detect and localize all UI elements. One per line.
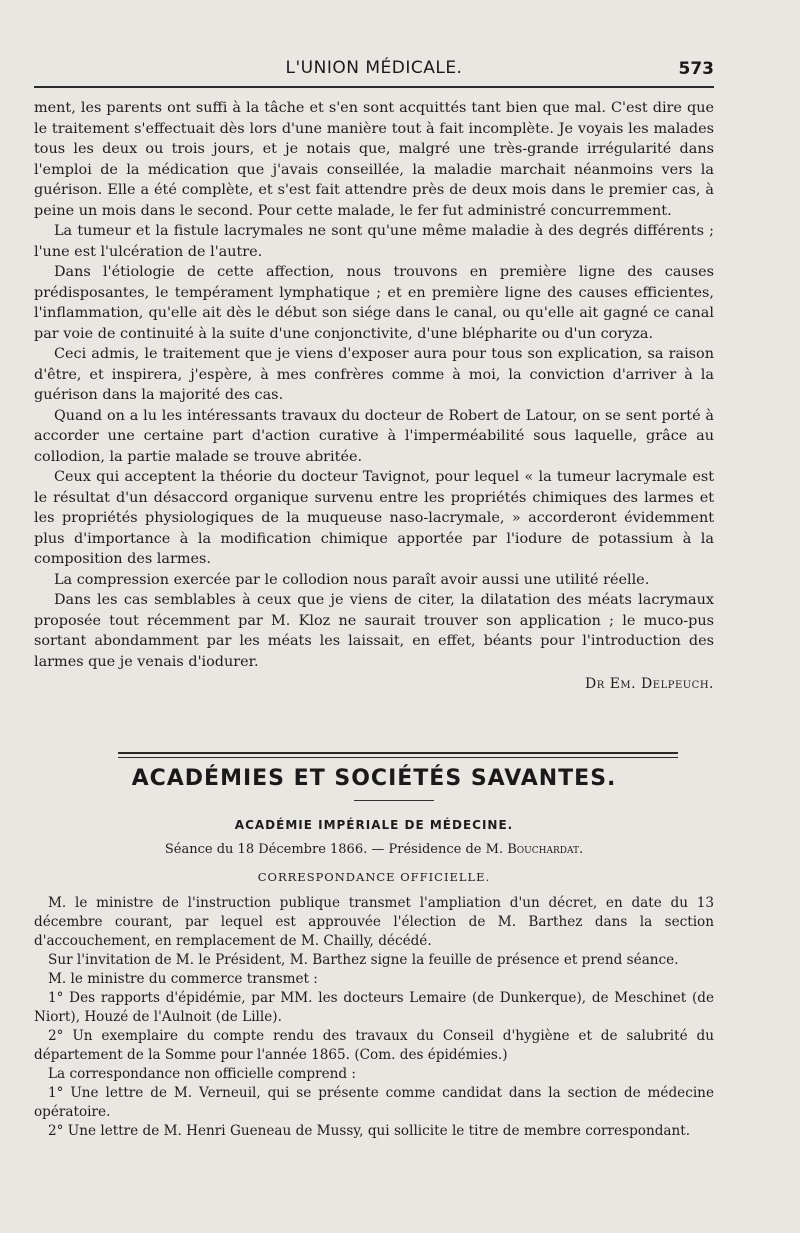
header-rule — [34, 86, 714, 88]
running-title: L'UNION MÉDICALE. — [285, 58, 463, 78]
correspondence-title: CORRESPONDANCE OFFICIELLE. — [257, 870, 491, 884]
session-date: Séance du 18 Décembre 1866. — Présidence de M. — [164, 842, 508, 857]
academy-title: ACADÉMIE IMPÉRIALE DE MÉDECINE. — [234, 818, 514, 832]
paragraph: Ceci admis, le traitement que je viens d'exposer aura pour tous son explication, sa raison d'être, et inspirera, j'espère, à mes confrères comme à moi, la conviction d'arriver à la guérison dans la majorité des cas. — [34, 346, 714, 403]
section-divider-thin — [118, 757, 678, 758]
minutes-paragraph: 2° Une lettre de M. Henri Gueneau de Mussy, qui sollicite le titre de membre correspondant. — [48, 1123, 691, 1139]
paragraph: Dans l'étiologie de cette affection, nous trouvons en première ligne des causes prédisposantes, le tempérament lymphatique ; et en première ligne des causes efficientes, l'inflammation, qu'elle ait dès le début son siége dans le canal, ou qu'elle ait gagné ce canal par voie de continuité à la suite d'une conjonctivite, d'une blépharite ou d'un coryza. — [34, 264, 714, 342]
paragraph: La compression exercée par le collodion nous paraît avoir aussi une utilité réelle. — [54, 571, 650, 588]
paragraph: Ceux qui acceptent la théorie du docteur Tavignot, pour lequel « la tumeur lacrymale est le résultat d'un désaccord organique survenu entre les propriétés chimiques des larmes et les propriétés physiologiques de la muqueuse naso-lacrymale, » accorderont évidemment plus d'importance à la modification chimique apportée par l'iodure de potassium à la composition des larmes. — [34, 469, 714, 567]
session-line — [34, 842, 714, 857]
paragraph: Dans les cas semblables à ceux que je viens de citer, la dilatation des méats lacrymaux proposée tout récemment par M. Kloz ne saurait trouver son application ; le muco-pus sortant abondamment par les méats les laissait, en effet, béants pour l'introduction des larmes que je venais d'iodurer. — [34, 592, 714, 670]
paragraph: La tumeur et la fistule lacrymales ne sont qu'une même maladie à des degrés différents ; l'une est l'ulcération de l'autre. — [34, 223, 714, 260]
section-title: ACADÉMIES ET SOCIÉTÉS SAVANTES. — [131, 766, 617, 791]
page-header — [34, 58, 714, 82]
article-body — [34, 98, 714, 695]
paragraph: Quand on a lu les intéressants travaux du docteur de Robert de Latour, on se sent porté à accorder une certaine part d'action curative à l'imperméabilité sous laquelle, grâce au collodion, la partie malade se trouve abritée. — [34, 407, 714, 465]
minutes-paragraph: 1° Des rapports d'épidémie, par MM. les docteurs Lemaire (de Dunkerque), de Meschinet (de Niort), Houzé de l'Aulnoit (de Lille). — [34, 990, 714, 1025]
page-number: 573 — [678, 59, 714, 79]
minutes-paragraph: La correspondance non officielle comprend : — [48, 1066, 357, 1082]
session-minutes — [34, 894, 714, 1141]
session-president: Bouchardat. — [507, 842, 584, 857]
author-signature: Dr Em. Delpeuch. — [584, 676, 714, 692]
title-underline — [354, 800, 434, 801]
minutes-paragraph: 1° Une lettre de M. Verneuil, qui se présente comme candidat dans la section de médecine opératoire. — [34, 1085, 714, 1120]
minutes-paragraph: M. le ministre de l'instruction publique transmet l'ampliation d'un décret, en date du 13 décembre courant, par lequel est approuvée l'élection de M. Barthez dans la section d'accouchement, en remplacement de M. Chailly, décédé. — [34, 895, 714, 949]
minutes-paragraph: M. le ministre du commerce transmet : — [48, 971, 318, 987]
section-divider — [118, 752, 678, 754]
minutes-paragraph: 2° Un exemplaire du compte rendu des travaux du Conseil d'hygiène et de salubrité du département de la Somme pour l'année 1865. (Com. des épidémies.) — [34, 1028, 714, 1063]
paragraph: ment, les parents ont suffi à la tâche et s'en sont acquittés tant bien que mal. C'est dire que le traitement s'effectuait dès lors d'une manière tout à fait incomplète. Je voyais les malades tous les deux ou trois jours, et je notais que, malgré une très-grande irrégularité dans l'emploi de la médication que j'avais conseillée, la maladie marchait néanmoins vers la guérison. Elle a été complète, et s'est fait attendre près de deux mois dans le premier cas, à peine un mois dans le second. Pour cette malade, le fer fut administré concurremment. — [34, 100, 714, 219]
minutes-paragraph: Sur l'invitation de M. le Président, M. Barthez signe la feuille de présence et prend séance. — [48, 952, 679, 968]
